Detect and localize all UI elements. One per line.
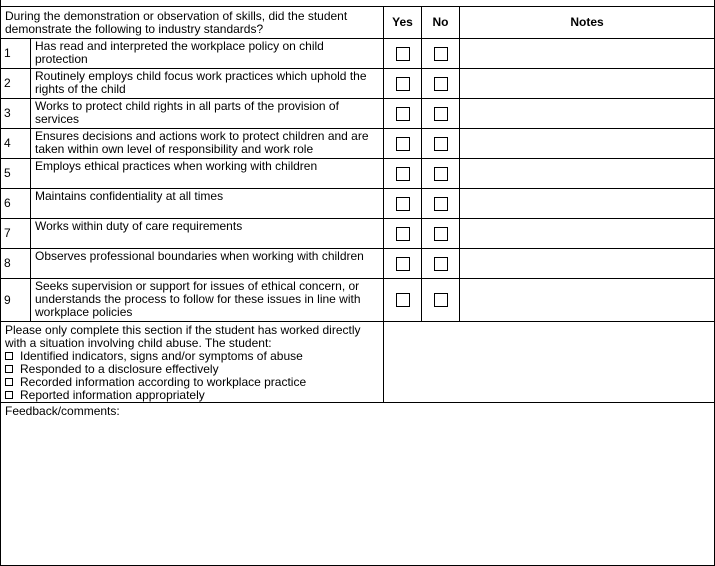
header-notes: Notes [460,7,715,39]
option-checkbox[interactable] [5,365,13,373]
yes-checkbox[interactable] [396,167,410,181]
row-description: Works to protect child rights in all parts of the provision of services [31,99,384,129]
no-cell [422,99,460,129]
row-description: Works within duty of care requirements [31,219,384,249]
notes-cell[interactable] [460,69,715,99]
yes-checkbox[interactable] [396,77,410,91]
row-description: Maintains confidentiality at all times [31,189,384,219]
yes-cell [384,99,422,129]
no-cell [422,129,460,159]
no-checkbox[interactable] [434,197,448,211]
row-number: 7 [1,219,31,249]
abuse-intro: Please only complete this section if the student has worked directly with a situation involving child abuse. The student: [5,323,361,350]
yes-checkbox[interactable] [396,227,410,241]
option-checkbox[interactable] [5,391,13,399]
header-no: No [422,7,460,39]
yes-cell [384,249,422,279]
yes-cell [384,219,422,249]
header-question: During the demonstration or observation of skills, did the student demonstrate the following to industry standards? [1,7,384,39]
feedback-cell[interactable] [1,403,715,566]
no-checkbox[interactable] [434,227,448,241]
notes-cell[interactable] [460,159,715,189]
abuse-option [5,389,379,402]
no-checkbox[interactable] [434,77,448,91]
option-checkbox[interactable] [5,352,13,360]
table-row [1,249,715,279]
notes-cell[interactable] [460,129,715,159]
notes-cell[interactable] [460,249,715,279]
yes-checkbox[interactable] [396,257,410,271]
yes-cell [384,129,422,159]
table-row [1,69,715,99]
no-cell [422,189,460,219]
row-number: 3 [1,99,31,129]
skills-checklist-table [0,6,715,566]
no-cell [422,69,460,99]
abuse-section [1,322,384,403]
yes-cell [384,279,422,322]
no-cell [422,219,460,249]
no-cell [422,279,460,322]
no-cell [422,159,460,189]
row-number: 9 [1,279,31,322]
row-description: Ensures decisions and actions work to protect children and are taken within own level of responsibility and work role [31,129,384,159]
header-row [1,7,715,39]
row-description: Has read and interpreted the workplace policy on child protection [31,39,384,69]
row-description: Routinely employs child focus work practices which uphold the rights of the child [31,69,384,99]
table-row [1,219,715,249]
row-number: 6 [1,189,31,219]
row-number: 8 [1,249,31,279]
option-label: Responded to a disclosure effectively [20,362,219,376]
yes-checkbox[interactable] [396,197,410,211]
abuse-notes-cell[interactable] [384,322,715,403]
yes-checkbox[interactable] [396,107,410,121]
notes-cell[interactable] [460,39,715,69]
option-checkbox[interactable] [5,378,13,386]
table-row [1,159,715,189]
table-row [1,129,715,159]
notes-cell[interactable] [460,99,715,129]
table-row [1,279,715,322]
no-cell [422,249,460,279]
no-checkbox[interactable] [434,293,448,307]
table-row [1,189,715,219]
row-description: Seeks supervision or support for issues of ethical concern, or understands the process to follow for these issues in line with workplace policies [31,279,384,322]
abuse-section-row [1,322,715,403]
no-checkbox[interactable] [434,167,448,181]
yes-cell [384,189,422,219]
row-description: Observes professional boundaries when working with children [31,249,384,279]
option-label: Identified indicators, signs and/or symptoms of abuse [20,349,303,363]
header-yes: Yes [384,7,422,39]
abuse-options-list [5,350,379,402]
row-number: 4 [1,129,31,159]
no-checkbox[interactable] [434,47,448,61]
no-checkbox[interactable] [434,257,448,271]
feedback-label: Feedback/comments: [5,404,120,418]
row-number: 1 [1,39,31,69]
notes-cell[interactable] [460,219,715,249]
yes-cell [384,69,422,99]
table-row [1,99,715,129]
yes-cell [384,159,422,189]
yes-cell [384,39,422,69]
yes-checkbox[interactable] [396,293,410,307]
table-row [1,39,715,69]
option-label: Recorded information according to workplace practice [20,375,307,389]
notes-cell[interactable] [460,279,715,322]
row-number: 2 [1,69,31,99]
yes-checkbox[interactable] [396,137,410,151]
row-description: Employs ethical practices when working with children [31,159,384,189]
no-checkbox[interactable] [434,107,448,121]
option-label: Reported information appropriately [20,388,205,402]
no-checkbox[interactable] [434,137,448,151]
row-number: 5 [1,159,31,189]
yes-checkbox[interactable] [396,47,410,61]
notes-cell[interactable] [460,189,715,219]
no-cell [422,39,460,69]
feedback-row [1,403,715,566]
